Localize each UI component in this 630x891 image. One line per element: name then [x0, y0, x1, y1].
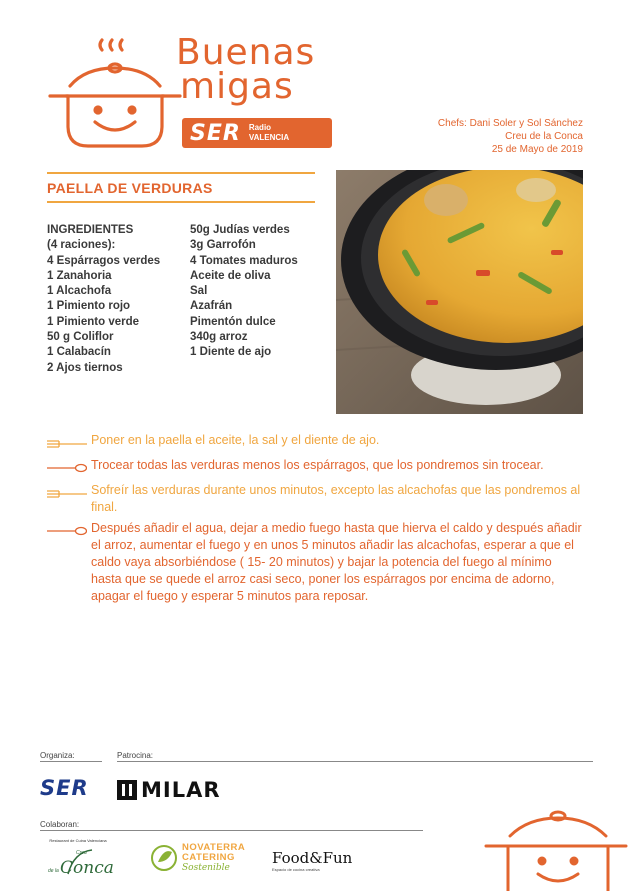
ingredient: INGREDIENTES: [47, 224, 134, 236]
ingredient: 1 Pimiento rojo: [47, 300, 131, 313]
colaboran-rule: [40, 830, 423, 831]
ingredient: 1 Zanahoria: [47, 269, 112, 282]
ingredient: 50 g Coliflor: [47, 331, 114, 344]
conca-creu-text: Creu: [76, 850, 87, 856]
milar-mark-icon: [117, 780, 137, 800]
ingredient: Azafrán: [190, 300, 233, 313]
conca-swoosh-icon: [64, 848, 94, 878]
foodfun-subtitle: Espacio de cocina creativa: [272, 867, 320, 872]
step-item: [47, 432, 582, 453]
title-rule-top: [47, 172, 315, 174]
step-text: Después añadir el agua, dejar a medio fuego hasta que hierva el caldo y después añadir el arroz, aumentar el fuego y en unos 5 minutos añadir las alcachofas, esperar a que el caldo vaya absorbiéndose ( 15- 20 minutos) y bajar la potencia del fuego al mínimo hasta que se quede el arroz casi seco, poner los espárragos por encima de adorno, apagar el fuego y esperar 5 minutos para reposar.: [91, 521, 582, 603]
ingredients-right: [190, 223, 330, 361]
step-text: Sofreír las verduras durante unos minutos, excepto las alcachofas que las pondremos al final.: [91, 483, 581, 514]
novaterra-catering-logo: [150, 843, 245, 873]
event-date: 25 de Mayo de 2019: [491, 144, 583, 155]
patrocina-label: Patrocina:: [117, 751, 154, 760]
ingredients-left: [47, 223, 192, 376]
ingredient: Aceite de oliva: [190, 269, 271, 282]
ser-sponsor-logo: SER: [40, 776, 89, 800]
milar-logo: [117, 778, 221, 802]
recipe-title: PAELLA DE VERDURAS: [47, 180, 213, 196]
step-text: Trocear todas las verduras menos los espárragos, que los pondremos sin trocear.: [91, 458, 544, 472]
title-rule-bottom: [47, 201, 315, 203]
ingredient: 4 Espárragos verdes: [47, 254, 161, 267]
colaboran-label: Colaboran:: [40, 820, 80, 829]
corner-pot-icon: [478, 806, 628, 891]
catering-text: CATERING: [182, 852, 235, 863]
fork-icon: [47, 432, 91, 453]
buenas-migas-logo: [40, 32, 340, 153]
ingredient: 50g Judías verdes: [190, 224, 290, 236]
ingredient: Pimentón dulce: [190, 315, 276, 328]
conca-dela-text: de la: [48, 868, 59, 874]
organiza-rule: [40, 761, 102, 762]
chefs-names: Chefs: Dani Soler y Sol Sánchez: [437, 118, 583, 129]
logo-line2: migas: [180, 66, 294, 107]
ingredient: 3g Garrofón: [190, 239, 256, 252]
ser-logo: SER: [190, 120, 241, 146]
ingredient: 1 Diente de ajo: [190, 346, 272, 359]
ingredient: 340g arroz: [190, 331, 248, 344]
leaf-icon: [150, 844, 178, 872]
ingredient: 2 Ajos tiernos: [47, 361, 123, 374]
chefs-info: [363, 117, 583, 156]
step-text: Poner en la paella el aceite, la sal y el diente de ajo.: [91, 433, 380, 447]
spoon-icon: [47, 457, 91, 478]
logo-line1: Buenas: [176, 32, 316, 73]
restaurant-name: Creu de la Conca: [505, 131, 583, 142]
spoon-icon: [47, 520, 91, 541]
ingredient: 1 Calabacín: [47, 346, 111, 359]
foodfun-wordmark: Food&Fun: [272, 849, 353, 867]
ingredient: 1 Pimiento verde: [47, 315, 140, 328]
creu-de-la-conca-logo: [38, 838, 118, 883]
novaterra-text: NOVATERRA: [182, 842, 246, 853]
paella-photo: [336, 170, 583, 414]
radio-label: Radio: [248, 123, 272, 132]
step-item: [47, 457, 582, 478]
ingredient: 1 Alcachofa: [47, 285, 112, 298]
step-item: [47, 520, 582, 605]
conca-tagline: Restaurant de Cuina Valenciana: [49, 838, 107, 843]
ingredient: 4 Tomates maduros: [190, 254, 298, 267]
sostenible-text: Sostenible: [182, 863, 230, 873]
milar-wordmark: MILAR: [141, 778, 221, 802]
organiza-label: Organiza:: [40, 751, 75, 760]
food-and-fun-logo: [272, 849, 352, 872]
conca-main-text: Conca: [60, 858, 114, 878]
valencia-label: VALENCIA: [248, 133, 290, 142]
ser-radio-valencia-badge: [182, 118, 332, 148]
fork-icon: [47, 482, 91, 503]
steps-list: [47, 432, 582, 605]
ingredient: Sal: [190, 285, 208, 298]
ingredient: (4 raciones):: [47, 239, 116, 252]
patrocina-rule: [117, 761, 593, 762]
step-item: [47, 482, 582, 516]
